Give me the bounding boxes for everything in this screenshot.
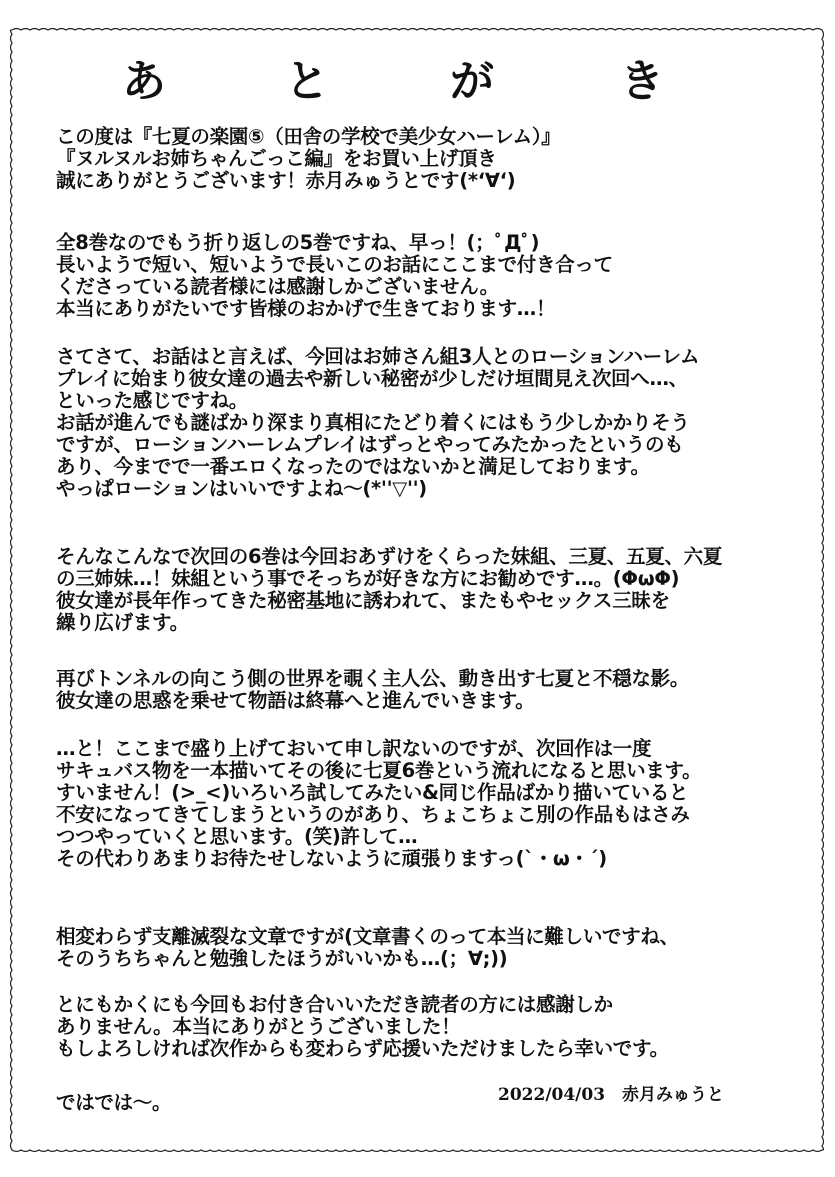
text-line: そのうちちゃんと勉強したほうがいいかも…(；∀;)) xyxy=(56,947,508,970)
text-line: とにもかくにも今回もお付き合いいただき読者の方には感謝しか xyxy=(56,993,613,1016)
text-line: もしよろしければ次作からも変わらず応援いただけましたら幸いです。 xyxy=(56,1037,669,1060)
paragraph xyxy=(56,126,776,192)
text-line: 長いようで短い、短いようで長いこのお話にここまで付き合って xyxy=(56,253,613,276)
text-line: お話が進んでも謎ばかり深まり真相にたどり着くにはもう少しかかりそう xyxy=(56,411,690,434)
text-line: …と！ここまで盛り上げておいて申し訳ないのですが、次回作は一度 xyxy=(56,737,652,760)
paragraph xyxy=(56,546,776,634)
text-line: つつやっていくと思います。(笑)許して… xyxy=(56,825,418,848)
text-line: 彼女達の思惑を乗せて物語は終幕へと進んでいきます。 xyxy=(56,689,535,712)
text-line: この度は『七夏の楽園⑤（田舎の学校で美少女ハーレム）』 xyxy=(56,125,561,148)
text-line: やっぱローションはいいですよね～(*''▽'') xyxy=(56,477,427,500)
text-line: ですが、ローションハーレムプレイはずっとやってみたかったというのも xyxy=(56,433,684,456)
signature: 2022/04/03 赤月みゅうと xyxy=(498,1085,725,1105)
text-line: 誠にありがとうございます！赤月みゅうとです(*‘∀‘) xyxy=(56,169,516,192)
text-line: すいません！(>_<)いろいろ試してみたい&同じ作品ばかり描いていると xyxy=(56,781,689,804)
text-line: ありません。本当にありがとうございました！ xyxy=(56,1015,461,1038)
text-line: 彼女達が長年作ってきた秘密基地に誘われて、またもやセックス三昧を xyxy=(56,589,670,612)
title-char: が xyxy=(450,56,494,107)
text-line: ではでは～。 xyxy=(56,1091,172,1114)
paragraph xyxy=(56,668,776,712)
text-line: 本当にありがたいです皆様のおかげで生きております…！ xyxy=(56,297,556,320)
text-line: 『ヌルヌルお姉ちゃんごっこ編』をお買い上げ頂き xyxy=(56,147,497,170)
text-line: くださっている読者様には感謝しかございません。 xyxy=(56,275,499,298)
text-line: その代わりあまりお待たせしないように頑張りますっ(`・ω・´) xyxy=(56,847,607,870)
text-line: 再びトンネルの向こう側の世界を覗く主人公、動き出す七夏と不穏な影。 xyxy=(56,667,690,690)
title-char: と xyxy=(285,56,329,107)
text-line: プレイに始まり彼女達の過去や新しい秘密が少しだけ垣間見え次回へ…、 xyxy=(56,367,688,390)
text-line: といった感じですね。 xyxy=(56,389,249,412)
text-line: の三姉妹…！妹組という事でそっちが好きな方にお勧めです…。(ΦωΦ) xyxy=(56,567,680,590)
text-line: 不安になってきてしまうというのがあり、ちょこちょこ別の作品もはさみ xyxy=(56,803,690,826)
page-title xyxy=(0,52,835,112)
paragraph xyxy=(56,346,776,500)
paragraph xyxy=(56,994,776,1060)
text-line: あり、今までで一番エロくなったのではないかと満足しております。 xyxy=(56,455,650,478)
paragraph xyxy=(56,926,776,970)
title-char: き xyxy=(620,56,664,107)
paragraph xyxy=(56,738,776,870)
text-line: 全8巻なのでもう折り返しの5巻ですね、早っ！(；ﾟДﾟ) xyxy=(56,231,540,254)
text-line: そんなこんなで次回の6巻は今回おあずけをくらった妹組、三夏、五夏、六夏 xyxy=(56,545,723,568)
paragraph xyxy=(56,232,776,320)
text-line: サキュバス物を一本描いてその後に七夏6巻という流れになると思います。 xyxy=(56,759,702,782)
text-line: 繰り広げます。 xyxy=(56,611,189,634)
text-line: さてさて、お話はと言えば、今回はお姉さん組3人とのローションハーレム xyxy=(56,345,700,368)
text-line: 相変わらず支離滅裂な文章ですが(文章書くのって本当に難しいですね、 xyxy=(56,925,679,948)
title-char: あ xyxy=(122,56,166,107)
